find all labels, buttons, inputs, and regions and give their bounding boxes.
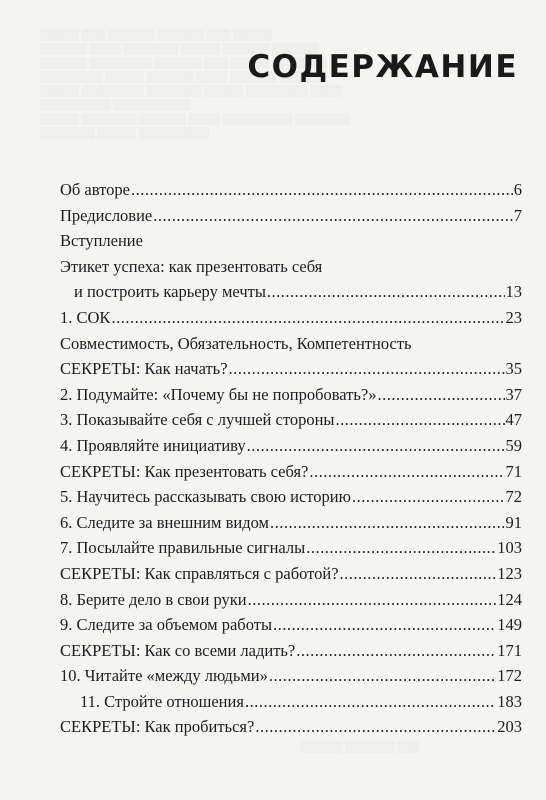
toc-entry — [60, 513, 522, 539]
toc-entry-title: 10. Читайте «между людьми» — [60, 666, 268, 686]
toc-entry — [60, 615, 522, 641]
toc-entry-title: и построить карьеру мечты — [74, 282, 266, 302]
toc-entry-title: 8. Берите дело в свои руки — [60, 589, 247, 609]
toc-entry — [60, 308, 522, 334]
dot-leader — [336, 410, 505, 430]
toc-entry — [60, 334, 522, 360]
toc-entry-title: Предисловие — [60, 205, 153, 225]
toc-entry-page: 183 — [497, 691, 522, 711]
toc-entry-title: СЕКРЕТЫ: Как пробиться? — [60, 717, 255, 737]
dot-leader — [131, 180, 513, 200]
toc-entry — [60, 180, 522, 206]
toc-entry — [60, 538, 522, 564]
toc-entry-title: Вступление — [60, 231, 143, 251]
dot-leader — [378, 385, 505, 405]
dot-leader — [267, 282, 505, 302]
toc-entry — [60, 436, 522, 462]
toc-entry-title: 1. СОК — [60, 307, 111, 327]
dot-leader — [309, 462, 504, 482]
toc-entry-title: СЕКРЕТЫ: Как начать? — [60, 359, 228, 379]
toc-entry-page: 203 — [497, 717, 522, 737]
toc-entry — [60, 590, 522, 616]
toc-entry-page: 72 — [505, 487, 522, 507]
show-through-text: ▒▒▒▒▒ ▒▒▒ ▒▒▒▒▒▒ ▒▒▒▒▒▒ ▒▒▒ ▒▒▒▒▒ ▒▒▒▒▒▒ ▒▒▒▒ ▒▒▒▒▒▒▒ ▒▒▒▒▒ ▒▒▒▒▒▒ ▒▒▒▒▒▒ ▒▒▒▒▒▒ ▒▒▒▒▒▒▒▒ ▒▒▒▒▒▒ ▒▒▒ ▒▒▒▒▒ ▒▒▒▒▒▒▒ ▒▒▒▒▒▒▒▒ ▒▒▒▒▒ ▒▒▒▒▒▒ ▒▒▒▒ ▒▒▒▒▒▒ ▒▒▒▒▒▒ ▒▒▒▒▒ ▒▒▒▒▒▒▒▒ ▒▒▒▒▒▒▒ ▒▒▒▒▒ ▒▒▒▒▒▒▒▒ ▒▒▒▒ ▒▒▒▒▒▒▒▒▒ ▒▒▒▒▒▒▒▒▒▒ ▒▒▒▒▒ ▒▒▒▒▒▒▒ ▒▒▒▒▒▒ ▒▒▒▒ ▒▒▒▒▒▒▒▒▒ ▒▒▒▒▒▒▒ ▒▒▒▒▒▒▒ ▒▒▒▒▒ ▒▒▒▒▒▒▒▒▒ — [40, 29, 350, 139]
page-title: СОДЕРЖАНИЕ — [247, 48, 518, 85]
toc-entry-title: Об авторе — [60, 180, 130, 199]
dot-leader — [273, 615, 496, 635]
dot-leader — [340, 564, 497, 584]
dot-leader — [352, 487, 505, 507]
toc-entry-page: 13 — [505, 282, 522, 302]
toc-entry-page: 6 — [513, 180, 522, 199]
toc-entry — [60, 231, 522, 257]
toc-entry-page: 37 — [505, 384, 522, 404]
toc-entry-title: Совместимость, Обязательность, Компетентность — [60, 333, 412, 353]
toc-entry-title: 4. Проявляйте инициативу — [60, 435, 246, 455]
dot-leader — [296, 641, 496, 661]
toc-entry — [60, 487, 522, 513]
toc-entry-title: 3. Показывайте себя с лучшей стороны — [60, 410, 335, 430]
dot-leader — [270, 513, 505, 533]
toc-entry — [60, 462, 522, 488]
toc-entry-page: 172 — [497, 666, 522, 686]
toc-entry-page: 7 — [513, 205, 522, 225]
toc-entry — [60, 257, 522, 283]
dot-leader — [306, 538, 496, 558]
toc-entry-page: 124 — [497, 589, 522, 609]
dot-leader — [111, 308, 504, 328]
toc-entry — [60, 282, 522, 308]
toc-entry-page: 71 — [505, 461, 522, 481]
toc-entry-title: 11. Стройте отношения — [80, 691, 244, 711]
toc-entry — [60, 717, 522, 743]
toc-entry-title: СЕКРЕТЫ: Как презентовать себя? — [60, 461, 309, 481]
dot-leader — [153, 206, 513, 226]
toc-entry-title: СЕКРЕТЫ: Как со всеми ладить? — [60, 640, 296, 660]
toc-entry — [60, 359, 522, 385]
table-of-contents — [60, 180, 522, 743]
toc-entry-page: 149 — [497, 615, 522, 635]
toc-entry-title: 7. Посылайте правильные сигналы — [60, 538, 306, 558]
dot-leader — [247, 436, 505, 456]
toc-entry-title: 2. Подумайте: «Почему бы не попробовать?» — [60, 384, 377, 404]
dot-leader — [229, 359, 505, 379]
dot-leader — [255, 717, 496, 737]
toc-entry — [60, 564, 522, 590]
toc-entry-title: СЕКРЕТЫ: Как справляться с работой? — [60, 563, 339, 583]
toc-entry — [60, 666, 522, 692]
show-through-text-bottom: ▒▒▒▒▒▒ ▒▒▒▒▒▒▒ ▒▒▒ — [300, 742, 419, 753]
toc-entry-page: 47 — [505, 410, 522, 430]
toc-entry-page: 103 — [497, 538, 522, 558]
toc-entry-title: 6. Следите за внешним видом — [60, 512, 269, 532]
toc-entry-page: 59 — [505, 435, 522, 455]
toc-entry — [60, 206, 522, 232]
toc-entry-page: 91 — [505, 512, 522, 532]
toc-entry-page: 23 — [505, 307, 522, 327]
dot-leader — [245, 692, 496, 712]
toc-entry-title: Этикет успеха: как презентовать себя — [60, 256, 323, 276]
toc-entry-page: 123 — [497, 563, 522, 583]
toc-entry-title: 5. Научитесь рассказывать свою историю — [60, 487, 351, 507]
toc-entry — [60, 692, 522, 718]
dot-leader — [248, 590, 497, 610]
toc-entry — [60, 410, 522, 436]
toc-entry-page: 171 — [497, 640, 522, 660]
toc-entry-page: 35 — [505, 359, 522, 379]
toc-entry — [60, 385, 522, 411]
dot-leader — [269, 666, 496, 686]
toc-entry-title: 9. Следите за объемом работы — [60, 615, 273, 635]
toc-entry — [60, 641, 522, 667]
